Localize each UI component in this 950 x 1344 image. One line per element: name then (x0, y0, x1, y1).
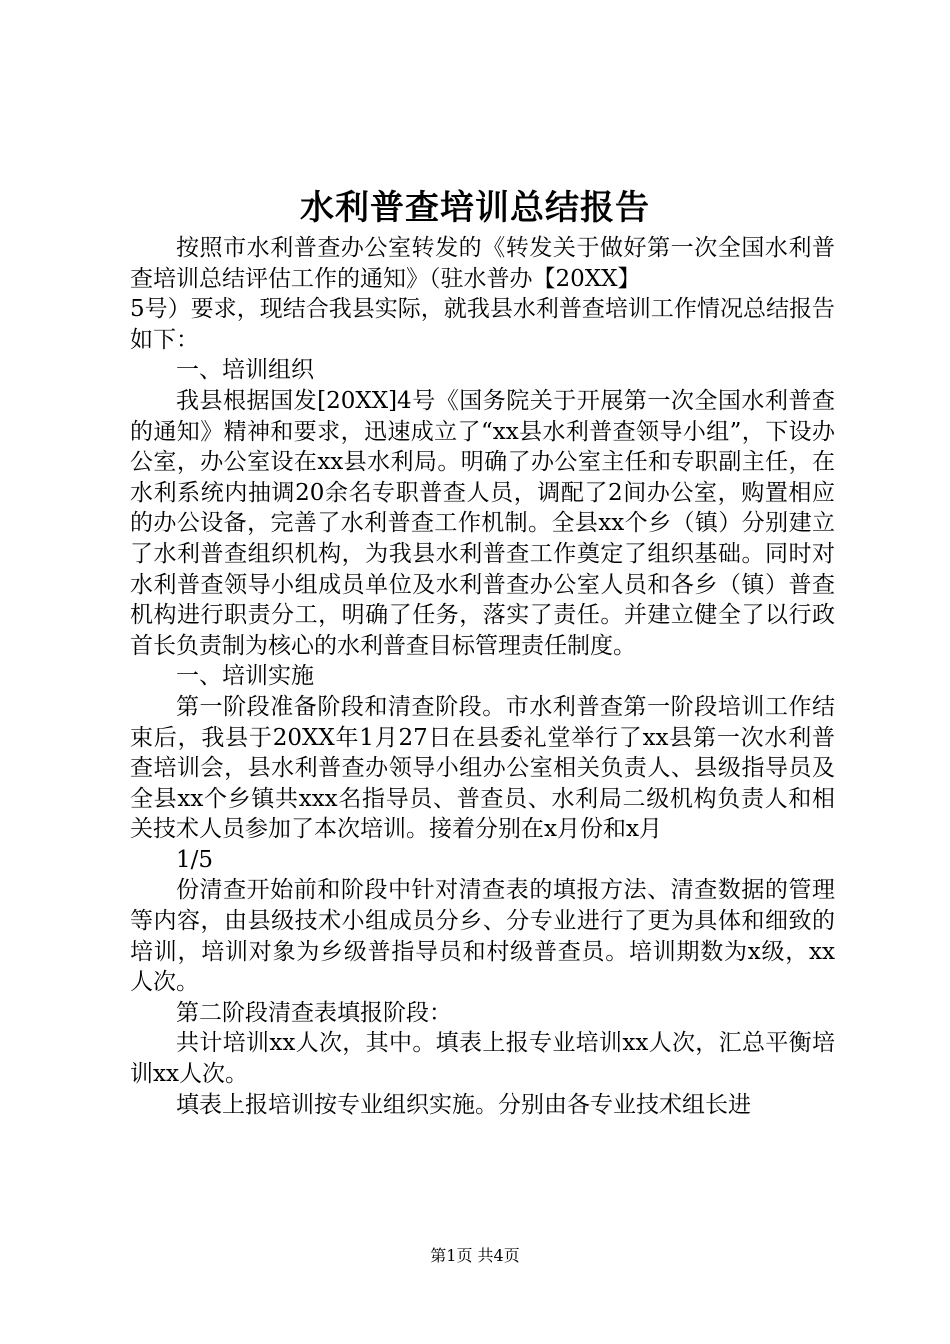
paragraph: 5号）要求，现结合我县实际，就我县水利普查培训工作情况总结报告如下： (130, 296, 835, 353)
page-footer: 第1页 共4页 (430, 1246, 520, 1265)
paragraph: 份清查开始前和阶段中针对清查表的填报方法、清查数据的管理等内容，由县级技术小组成员分乡、分专业进行了更为具体和细致的培训，培训对象为乡级普指导员和村级普查员。培训期数为x级，xx人次。 (130, 877, 835, 996)
paragraph: 我县根据国发[20XX]4号《国务院关于开展第一次全国水利普查的通知》精神和要求，迅速成立了“xx县水利普查领导小组”，下设办公室，办公室设在xx县水利局。明确了办公室主任和专职副主任，在水利系统内抽调20余名专职普查人员，调配了2间办公室，购置相应的办公设备，完善了水利普查工作机制。全县xx个乡（镇）分别建立了水利普查组织机构，为我县水利普查工作奠定了组织基础。同时对水利普查领导小组成员单位及水利普查办公室人员和各乡（镇）普查机构进行职责分工，明确了任务，落实了责任。并建立健全了以行政首长负责制为核心的水利普查目标管理责任制度。 (130, 387, 835, 659)
section-heading: 一、培训实施 (176, 663, 314, 690)
paragraph: 第一阶段准备阶段和清查阶段。市水利普查第一阶段培训工作结束后，我县于20XX年1月27日在县委礼堂举行了xx县第一次水利普查培训会，县水利普查办领导小组办公室相关负责人、县级指导员及全县xx个乡镇共xxx名指导员、普查员、水利局二级机构负责人和相关技术人员参加了本次培训。接着分别在x月份和x月 (130, 693, 835, 843)
paragraph: 第二阶段清查表填报阶段： (176, 999, 452, 1026)
page-title: 水利普查培训总结报告 (300, 188, 650, 228)
paragraph: 填表上报培训按专业组织实施。分别由各专业技术组长进 (176, 1091, 751, 1118)
paragraph: 按照市水利普查办公室转发的《转发关于做好第一次全国水利普查培训总结评估工作的通知》（驻水普办【20XX】 (130, 235, 835, 292)
document-body (130, 233, 835, 1120)
section-heading: 一、培训组织 (176, 357, 314, 384)
page-marker: 1/5 (176, 846, 214, 873)
paragraph: 共计培训xx人次，其中。填表上报专业培训xx人次，汇总平衡培训xx人次。 (130, 1030, 835, 1088)
